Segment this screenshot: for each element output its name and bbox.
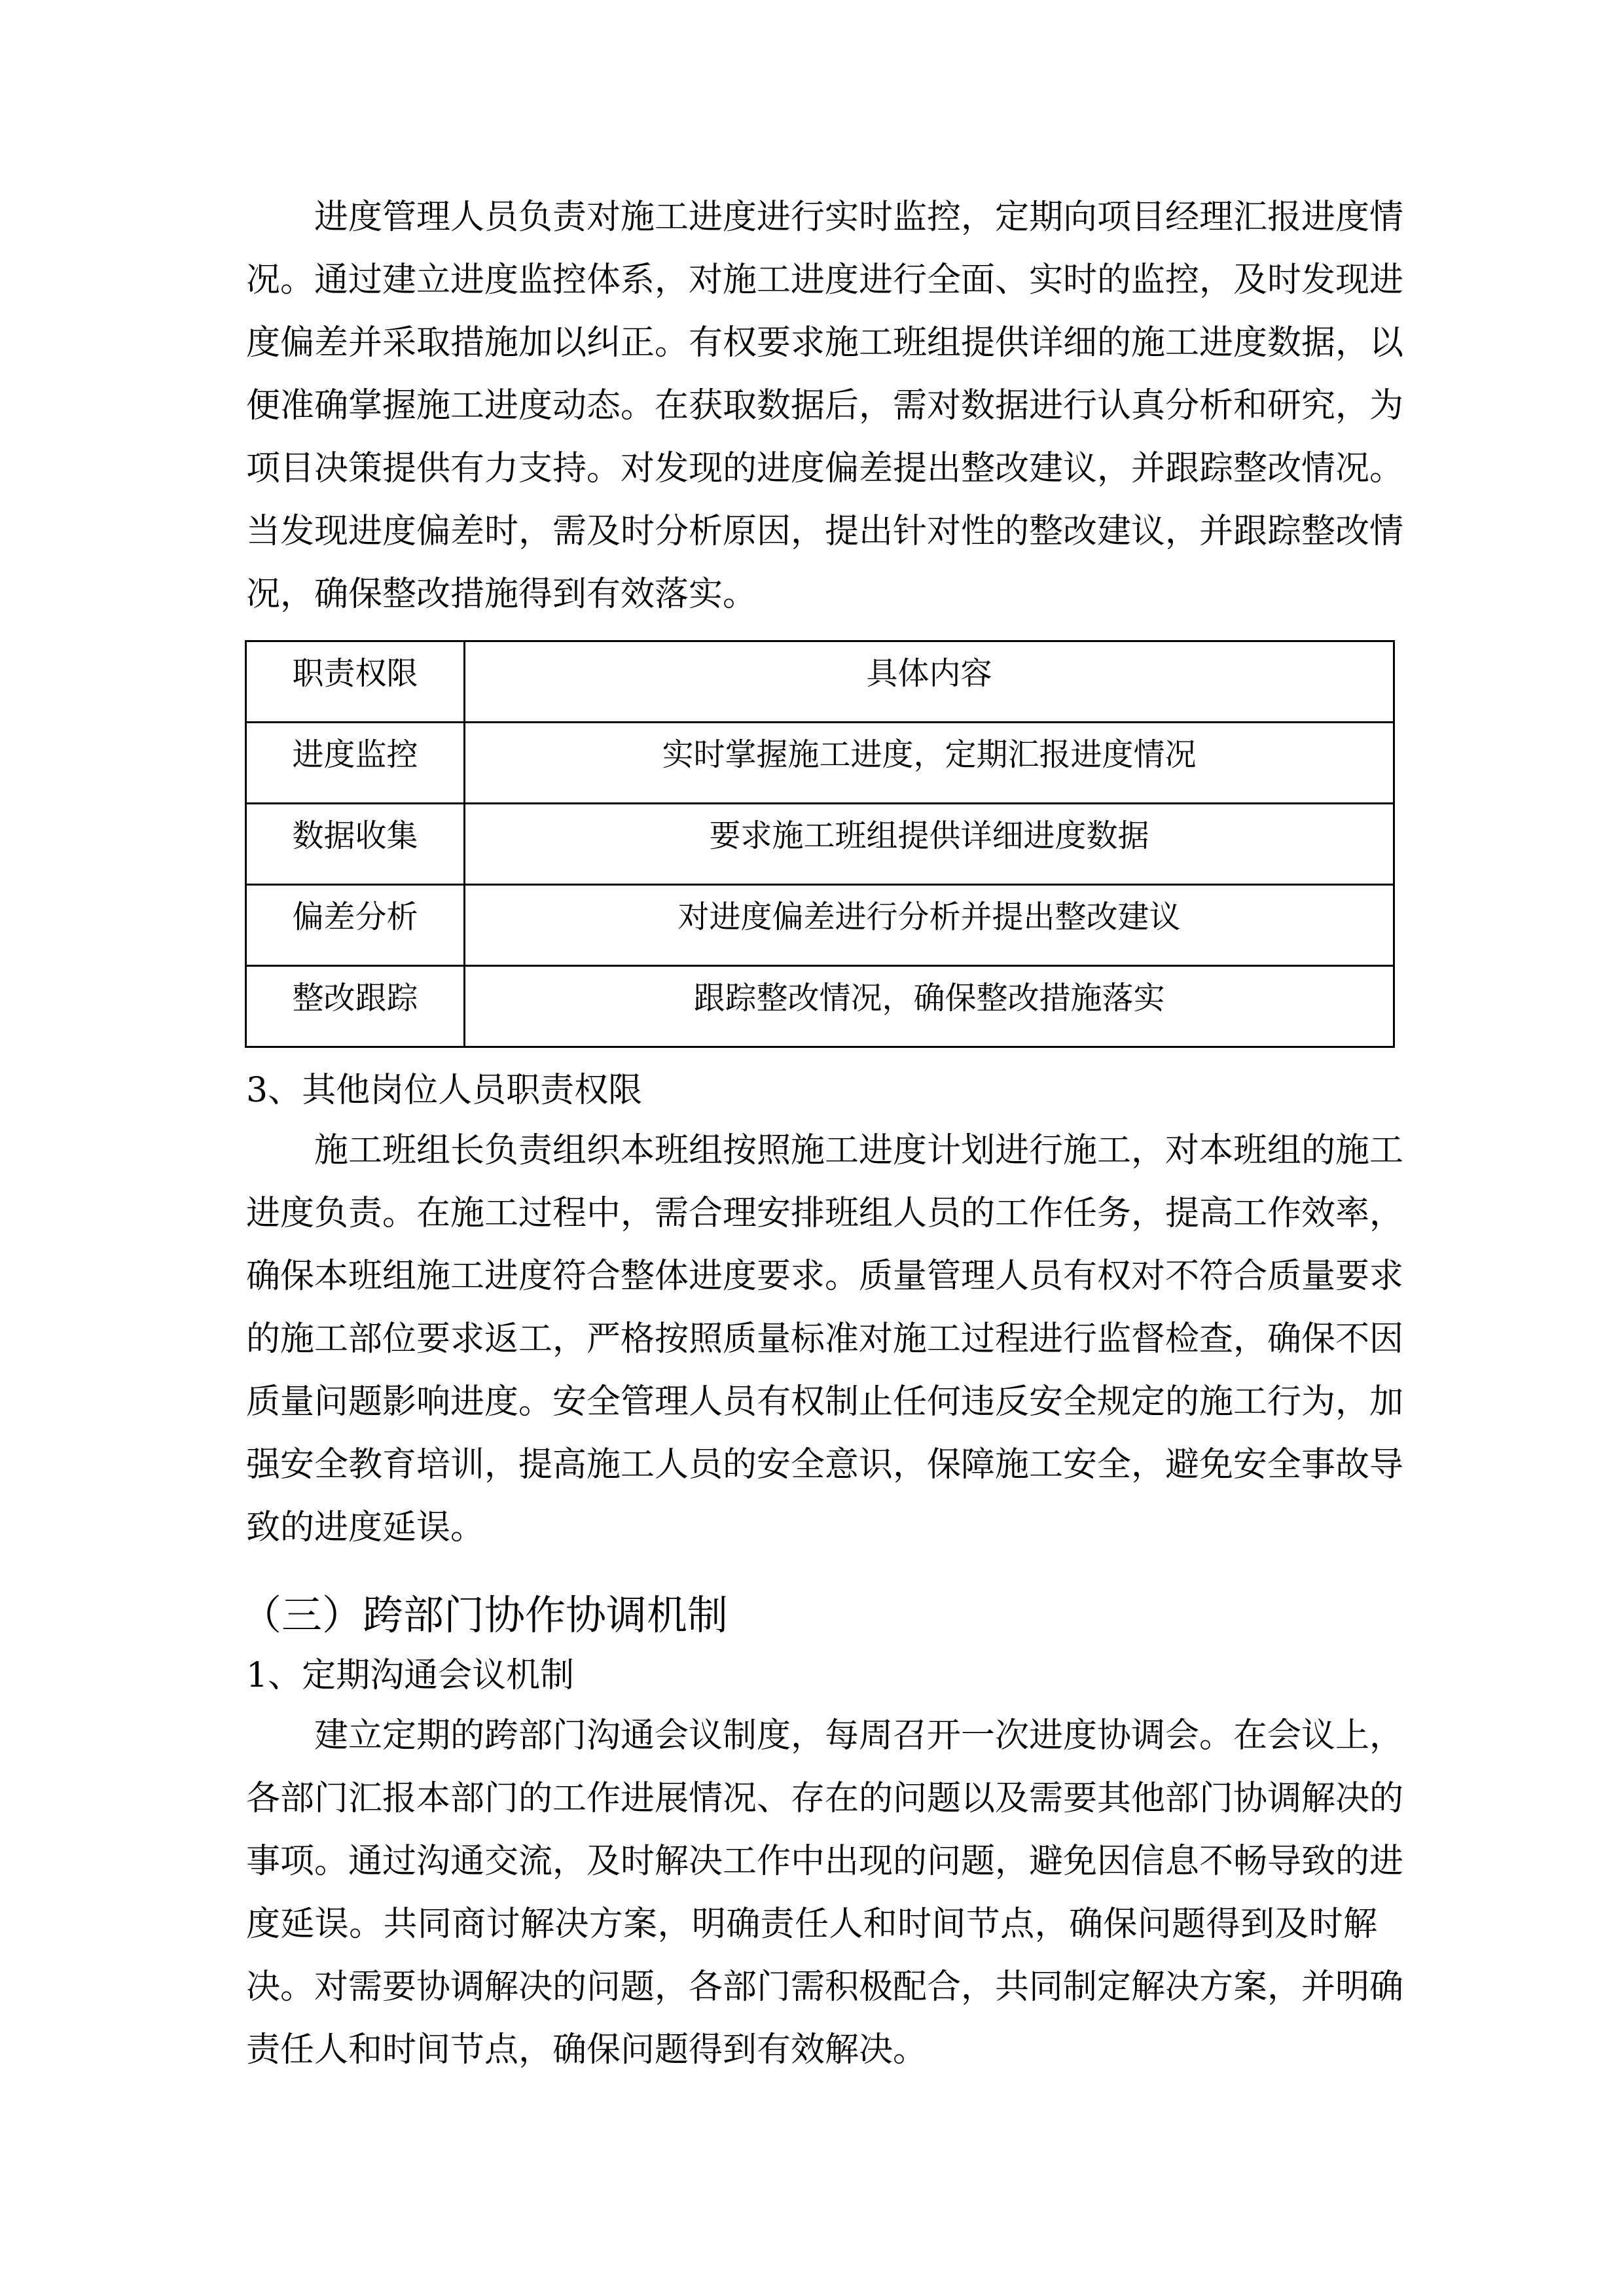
text-line: 度延误。共同商讨解决方案，明确责任人和时间节点，确保问题得到及时解 bbox=[246, 1905, 1377, 1944]
text-line: 质量问题影响进度。安全管理人员有权制止任何违反安全规定的施工行为，加 bbox=[246, 1382, 1404, 1422]
text-line-content: 施工班组长负责组织本班组按照施工进度计划进行施工，对本班组的施工 bbox=[314, 1131, 1404, 1170]
text-line: 便准确掌握施工进度动态。在获取数据后，需对数据进行认真分析和研究，为 bbox=[246, 386, 1404, 425]
text-line: 强安全教育培训，提高施工人员的安全意识，保障施工安全，避免安全事故导 bbox=[246, 1445, 1404, 1484]
text-line: 项目决策提供有力支持。对发现的进度偏差提出整改建议，并跟踪整改情况。 bbox=[246, 449, 1404, 488]
table-row bbox=[246, 885, 1394, 966]
table-header-row bbox=[246, 641, 1394, 723]
paragraph-other-roles bbox=[246, 1119, 1404, 1559]
cell-content: 实时掌握施工进度，定期汇报进度情况 bbox=[465, 723, 1394, 804]
paragraph-progress-manager bbox=[246, 186, 1404, 626]
cell-duty: 进度监控 bbox=[246, 723, 465, 804]
subsection-1-title: 1、定期沟通会议机制 bbox=[246, 1656, 575, 1695]
table-row bbox=[246, 804, 1394, 885]
cell-duty: 偏差分析 bbox=[246, 885, 465, 966]
cell-content: 要求施工班组提供详细进度数据 bbox=[465, 804, 1394, 885]
cell-content: 跟踪整改情况，确保整改措施落实 bbox=[465, 966, 1394, 1047]
cell-content: 对进度偏差进行分析并提出整改建议 bbox=[465, 885, 1394, 966]
text-line: 进度负责。在施工过程中，需合理安排班组人员的工作任务，提高工作效率， bbox=[246, 1194, 1404, 1233]
text-line: 的施工部位要求返工，严格按照质量标准对施工过程进行监督检查，确保不因 bbox=[246, 1319, 1404, 1359]
section-3-title: 3、其他岗位人员职责权限 bbox=[246, 1071, 643, 1110]
text-line: 各部门汇报本部门的工作进展情况、存在的问题以及需要其他部门协调解决的 bbox=[246, 1779, 1404, 1818]
text-line bbox=[246, 186, 1404, 249]
text-line-content: 建立定期的跨部门沟通会议制度，每周召开一次进度协调会。在会议上， bbox=[314, 1716, 1404, 1755]
duty-authority-table bbox=[245, 640, 1395, 1048]
table-row bbox=[246, 723, 1394, 804]
header-duty: 职责权限 bbox=[246, 641, 465, 723]
text-line: 况，确保整改措施得到有效落实。 bbox=[246, 575, 757, 614]
text-line: 事项。通过沟通交流，及时解决工作中出现的问题，避免因信息不畅导致的进 bbox=[246, 1842, 1404, 1881]
text-line: 致的进度延误。 bbox=[246, 1508, 485, 1547]
cell-duty: 整改跟踪 bbox=[246, 966, 465, 1047]
table-row bbox=[246, 966, 1394, 1047]
paragraph-regular-meetings bbox=[246, 1704, 1404, 2081]
text-line: 决。对需要协调解决的问题，各部门需积极配合，共同制定解决方案，并明确 bbox=[246, 1967, 1404, 2007]
text-line: 况。通过建立进度监控体系，对施工进度进行全面、实时的监控，及时发现进 bbox=[246, 260, 1404, 300]
cell-duty: 数据收集 bbox=[246, 804, 465, 885]
text-line bbox=[246, 1704, 1404, 1767]
text-line: 确保本班组施工进度符合整体进度要求。质量管理人员有权对不符合质量要求 bbox=[246, 1257, 1404, 1296]
text-line: 度偏差并采取措施加以纠正。有权要求施工班组提供详细的施工进度数据，以 bbox=[246, 323, 1404, 363]
text-line: 责任人和时间节点，确保问题得到有效解决。 bbox=[246, 2030, 928, 2070]
text-line-content: 进度管理人员负责对施工进度进行实时监控，定期向项目经理汇报进度情 bbox=[314, 198, 1404, 237]
chapter-3-heading: （三）跨部门协作协调机制 bbox=[241, 1591, 729, 1639]
text-line bbox=[246, 1119, 1404, 1182]
text-line: 当发现进度偏差时，需及时分析原因，提出针对性的整改建议，并跟踪整改情 bbox=[246, 512, 1404, 551]
header-content: 具体内容 bbox=[465, 641, 1394, 723]
